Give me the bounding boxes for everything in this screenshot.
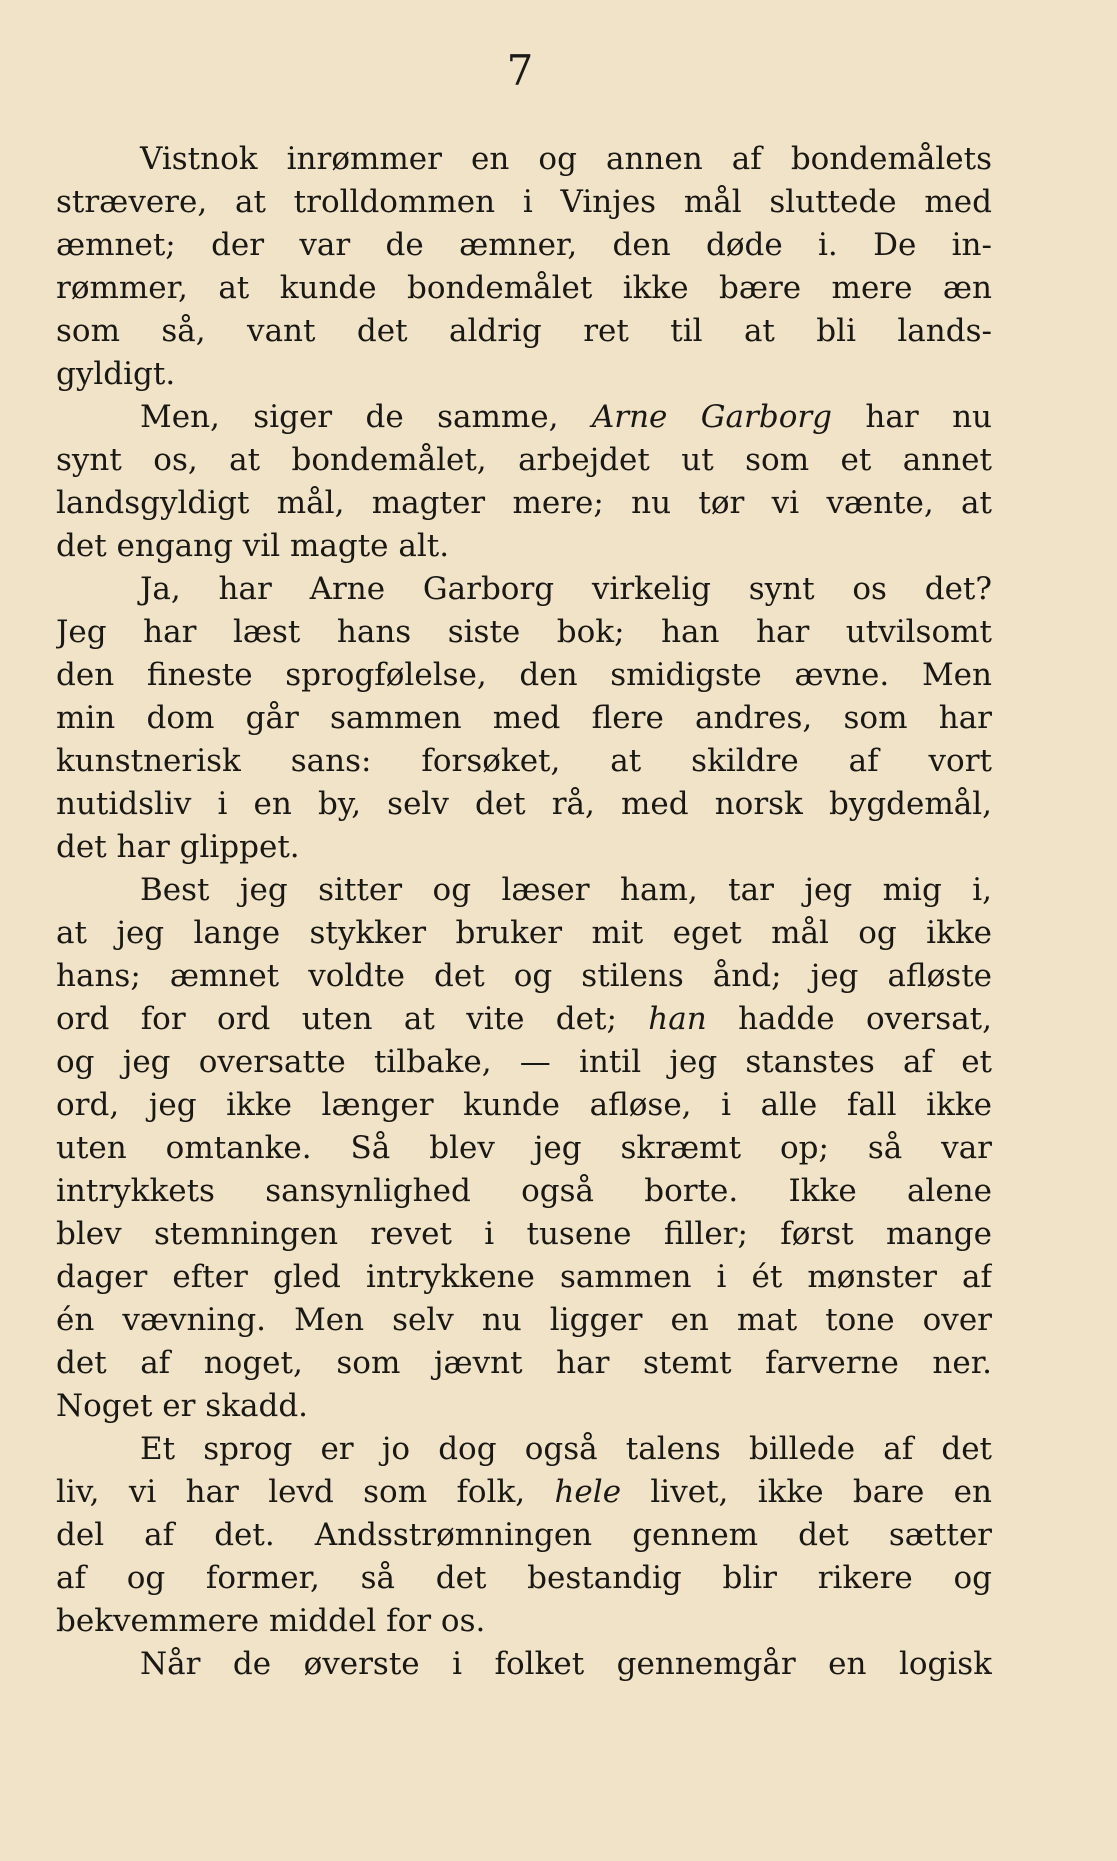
text-line: Et sprog er jo dog også talens billede af det — [140, 1431, 992, 1467]
text-line: af og former, så det bestandig blir rikere og — [56, 1560, 992, 1596]
text-line: én vævning. Men selv nu ligger en mat tone over — [56, 1302, 992, 1338]
text-line: Vistnok inrømmer en og annen af bondemålets — [140, 141, 992, 177]
italic-name: hele — [554, 1474, 622, 1510]
italic-name: han — [648, 1001, 707, 1037]
text-line: det har glippet. — [56, 829, 300, 865]
text-segment: har nu — [832, 399, 992, 435]
text-line: Best jeg sitter og læser ham, tar jeg mig i, — [140, 872, 992, 908]
text-line — [56, 1471, 992, 1514]
text-line: min dom går sammen med flere andres, som har — [56, 700, 992, 736]
text-line: intrykkets sansynlighed også borte. Ikke alene — [56, 1173, 992, 1209]
text-segment: livet, ikke bare en — [621, 1474, 992, 1510]
text-line: Når de øverste i folket gennemgår en logisk — [140, 1646, 992, 1682]
text-segment: Men, siger de samme, — [140, 399, 592, 435]
text-segment: liv, vi har levd som folk, — [56, 1474, 555, 1510]
text-line — [56, 998, 992, 1041]
text-line: Noget er skadd. — [56, 1388, 309, 1424]
text-line: æmnet; der var de æmner, den døde i. De in- — [56, 227, 992, 263]
text-segment: hadde oversat, — [706, 1001, 992, 1037]
text-line: som så, vant det aldrig ret til at bli lands- — [56, 313, 992, 349]
text-line: synt os, at bondemålet, arbejdet ut som et annet — [56, 442, 992, 478]
text-line: blev stemningen revet i tusene filler; først mange — [56, 1216, 992, 1252]
italic-name: Arne Garborg — [591, 399, 833, 435]
text-line: Jeg har læst hans siste bok; han har utvilsomt — [56, 614, 992, 650]
text-line: del af det. Andsstrømningen gennem det sætter — [56, 1517, 992, 1553]
text-line: hans; æmnet voldte det og stilens ånd; jeg afløste — [56, 958, 992, 994]
text-line: den fineste sprogfølelse, den smidigste ævne. Men — [56, 657, 992, 693]
text-line: stræverе, at trolldommen i Vinjes mål sluttede med — [56, 184, 992, 220]
text-line: at jeg lange stykker bruker mit eget mål og ikke — [56, 915, 992, 951]
text-line: og jeg oversatte tilbake, — intil jeg stanstes af et — [56, 1044, 992, 1080]
text-line: bekvemmere middel for os. — [56, 1603, 486, 1639]
text-line: landsgyldigt mål, magter mere; nu tør vi vænte, at — [56, 485, 992, 521]
text-line: dager efter gled intrykkene sammen i ét mønster af — [56, 1259, 992, 1295]
text-line: det engang vil magte alt. — [56, 528, 450, 564]
text-line: rømmer, at kunde bondemålet ikke bære mere æn — [56, 270, 992, 306]
text-segment: ord for ord uten at vite det; — [56, 1001, 649, 1037]
text-line: uten omtanke. Så blev jeg skræmt op; så var — [56, 1130, 992, 1166]
text-line: det af noget, som jævnt har stemt farverne ner. — [56, 1345, 992, 1381]
body-text — [56, 138, 992, 1686]
text-line: kunstnerisk sans: forsøket, at skildre af vort — [56, 743, 992, 779]
text-line: nutidsliv i en by, selv det rå, med norsk bygdemål, — [56, 786, 992, 822]
page-number: 7 — [506, 46, 534, 95]
text-line: ord, jeg ikke længer kunde afløse, i alle fall ikke — [56, 1087, 992, 1123]
text-line: Ja, har Arne Garborg virkelig synt os det? — [140, 571, 992, 607]
text-line — [56, 396, 992, 439]
text-line: gyldigt. — [56, 356, 176, 392]
